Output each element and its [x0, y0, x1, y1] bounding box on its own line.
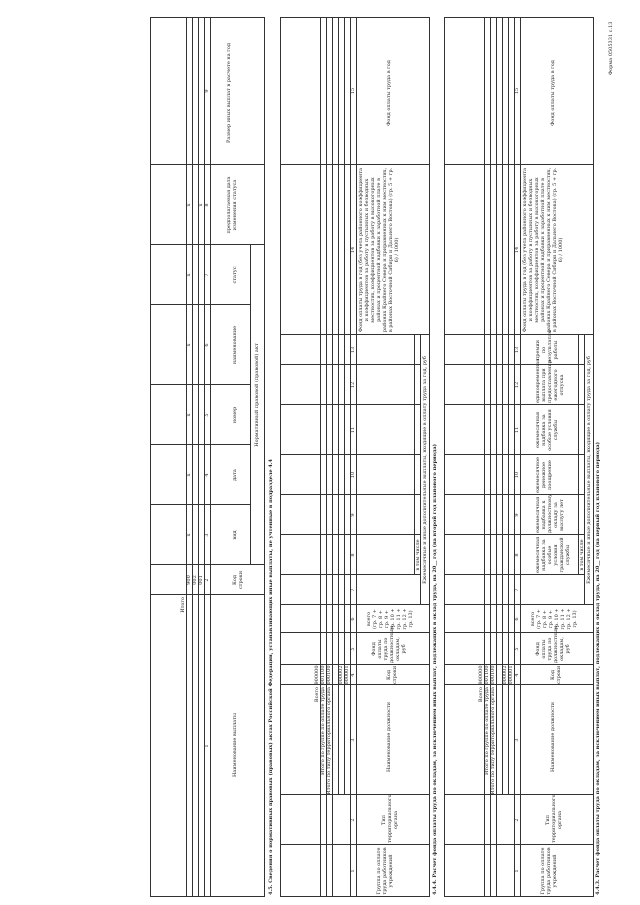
c45-n2: 2: [204, 578, 210, 582]
t443-code-3: 900000: [478, 665, 484, 685]
t444-code-2: 001100: [320, 665, 326, 685]
h45-code: Код строки: [232, 570, 244, 590]
h443-c9: ежемесячное денежное поощрение: [535, 457, 553, 493]
h444-type: Тип территориального органа: [381, 794, 399, 843]
c444-n4: 4: [350, 673, 356, 677]
t444-label-2: Итого по группе по оплате труда: [320, 687, 326, 775]
c443-n12: 12: [514, 381, 520, 389]
c444-n9: 9: [350, 513, 356, 517]
c443-n3: 3: [514, 738, 520, 742]
c444-n8: 8: [350, 553, 356, 557]
c444-n10: 10: [350, 471, 356, 479]
r443-code-1: 000001: [508, 665, 514, 685]
c443-n14: 14: [514, 246, 520, 254]
c444-n5: 5: [350, 647, 356, 651]
t45-x1: x: [186, 533, 192, 537]
t45-x2: x: [186, 473, 192, 477]
h443-c7: ежемесячная надбавка за особые условия гражданской службы: [535, 536, 571, 573]
t444-code-3: 900000: [314, 665, 320, 685]
c45-n1: 1: [204, 744, 210, 748]
h443-c14: Фонд оплаты труда в год (без учета районного коэффициента и коэффициентов за работу в пустынных и безводных местностях, коэффициентов за работу в высокогорных районах и процентной надбавки к заработной плате в районах Крайнего Севера и приравненных к ним местностях, в районах Восточной Сибири и Дальнего Востока) (гр. 5 + гр. 6) / 1000): [522, 167, 564, 333]
c45-n3: 3: [204, 533, 210, 537]
section-45-title: 4.5. Сведения о нормативных правовых (правовых) актах Российской Федерации, устанавливающих иные выплаты, не учтенные в подразделе 4.4: [268, 458, 274, 895]
h443-type: Тип территориального органа: [545, 794, 563, 843]
c443-n2: 2: [514, 818, 520, 822]
h444-position: Наименование должности: [386, 702, 392, 772]
h45-name: Наименование выплаты: [232, 713, 238, 777]
r444-code-1: 000001: [344, 665, 350, 685]
c444-n15: 15: [350, 87, 356, 95]
h444-c14: Фонд оплаты труда в год (без учета районного коэффициента и коэффициентов за работу в пустынных и безводных местностях, коэффициентов за работу в высокогорных районах и процентной надбавки к заработной плате в районах Крайнего Севера и приравненных к ним местностях, в районах Восточной Сибири и Дальнего Востока) (гр. 5 + гр. 6) / 1000): [358, 167, 400, 333]
c444-n12: 12: [350, 381, 356, 389]
c45-n8: 8: [204, 203, 210, 207]
t443-label-2: Итого по группе по оплате труда: [484, 687, 490, 775]
h45-npa: Нормативный правовой (правовой) акт: [254, 343, 260, 447]
h45-status: статус: [232, 266, 238, 284]
c443-n11: 11: [514, 426, 520, 434]
c443-n13: 13: [514, 346, 520, 354]
c443-n8: 8: [514, 553, 520, 557]
c45-n6: 6: [204, 343, 210, 347]
section-444-title: 4.4.4. Расчет фонда оплаты труда по окладам, за исключением иных выплат, подлежащих в оклад труда, на 20__ год (на второй год планового периода): [432, 444, 438, 895]
c443-n5: 5: [514, 647, 520, 651]
t444-label-1: Итого по типу территориального органа: [326, 687, 332, 795]
t45-x6: x: [186, 203, 192, 207]
form-label: Форма 0505331 с.13: [608, 21, 614, 75]
h45-prev-date: предполагаемая дата изменения статуса: [226, 176, 238, 234]
t444-code-1: 000100: [326, 665, 332, 685]
c443-n7: 7: [514, 588, 520, 592]
h444-total: всего (гр. 7 + гр. 8 + гр. 9 + гр. 10 + гр. 11 + гр. 12 + гр. 13): [366, 608, 414, 630]
t443-label-1: Итого по типу территориального органа: [490, 687, 496, 795]
r443-code-2: 000002: [502, 665, 508, 685]
c444-n6: 6: [350, 617, 356, 621]
h443-c10: ежемесячная надбавка за особые условия службы: [535, 409, 559, 451]
c443-n1: 1: [514, 869, 520, 873]
c444-n1: 1: [350, 869, 356, 873]
h45-amount: Размер иных выплат в расчете на год: [226, 43, 232, 143]
c444-n14: 14: [350, 246, 356, 254]
t444-label-3: Всего: [314, 687, 320, 703]
c443-n9: 9: [514, 513, 520, 517]
h443-total: всего (гр. 7 + гр. 8 + гр. 9 + гр. 10 + гр. 11 + гр. 12 + гр. 13): [530, 608, 578, 630]
h45-date: дата: [232, 469, 238, 481]
h444-incentive: Ежемесячные и иные дополнительные выплаты, входящие в оплату труда за год, руб: [422, 356, 428, 584]
h444-incl: в том числе: [415, 539, 421, 571]
r45-code-2: 002: [192, 575, 198, 585]
c443-n4: 4: [514, 673, 520, 677]
c444-n3: 3: [350, 738, 356, 742]
t45-x4: x: [186, 343, 192, 347]
c444-n7: 7: [350, 588, 356, 592]
h45-kind: вид: [232, 530, 238, 540]
t443-code-1: 000100: [490, 665, 496, 685]
t45-code: 900: [186, 575, 192, 585]
h45-number: номер: [232, 406, 238, 424]
h443-c15: Фонд оплаты труда в год: [550, 60, 556, 126]
c444-n13: 13: [350, 346, 356, 354]
h444-c15: Фонд оплаты труда в год: [386, 60, 392, 126]
h443-c11: единовременная выплата при предоставлении ежегодного отпуска: [535, 358, 565, 403]
t45-x7: x: [198, 203, 204, 207]
h443-position: Наименование должности: [550, 702, 556, 772]
t443-label-3: Всего: [478, 687, 484, 703]
h443-incl: в том числе: [579, 539, 585, 571]
t45-label: Итого: [180, 597, 186, 613]
c443-n6: 6: [514, 617, 520, 621]
section-443-title: 4.4.3. Расчет фонда оплаты труда по окладам, за исключением иных выплат, подлежащих в оклад труда, на 20__ год (на первый год планового периода): [595, 441, 601, 895]
t443-code-2: 001100: [484, 665, 490, 685]
r45-code-1: 001: [198, 575, 204, 585]
h444-group: Группа по оплате труда работников учреждений: [376, 847, 394, 895]
h443-fund: Фонд оплаты труда по должностным окладам, руб: [535, 626, 571, 663]
c45-n9: 9: [204, 89, 210, 93]
t45-x3: x: [186, 413, 192, 417]
h443-code: Код строки: [550, 665, 562, 684]
c45-n5: 5: [204, 413, 210, 417]
h443-c12: премии по результатам работы: [535, 329, 559, 363]
h443-group: Группа по оплате труда работников учреждений: [540, 847, 558, 895]
c444-n2: 2: [350, 818, 356, 822]
h443-c8: ежемесячная надбавка к должностному окладу за выслугу лет: [535, 494, 565, 533]
t45-x5: x: [186, 273, 192, 277]
c444-n11: 11: [350, 426, 356, 434]
r444-code-2: 000002: [338, 665, 344, 685]
h444-code: Код строки: [386, 665, 398, 684]
h443-incentive: Ежемесячные и иные дополнительные выплаты, входящие в оплату труда за год, руб: [586, 356, 592, 584]
h45-title: наименование: [232, 325, 238, 365]
h444-fund: Фонд оплаты труда по должностным окладам, руб: [371, 626, 407, 663]
c443-n15: 15: [514, 87, 520, 95]
c443-n10: 10: [514, 471, 520, 479]
c45-n7: 7: [204, 273, 210, 277]
c45-n4: 4: [204, 473, 210, 477]
table-443-header-divider: [520, 17, 521, 897]
